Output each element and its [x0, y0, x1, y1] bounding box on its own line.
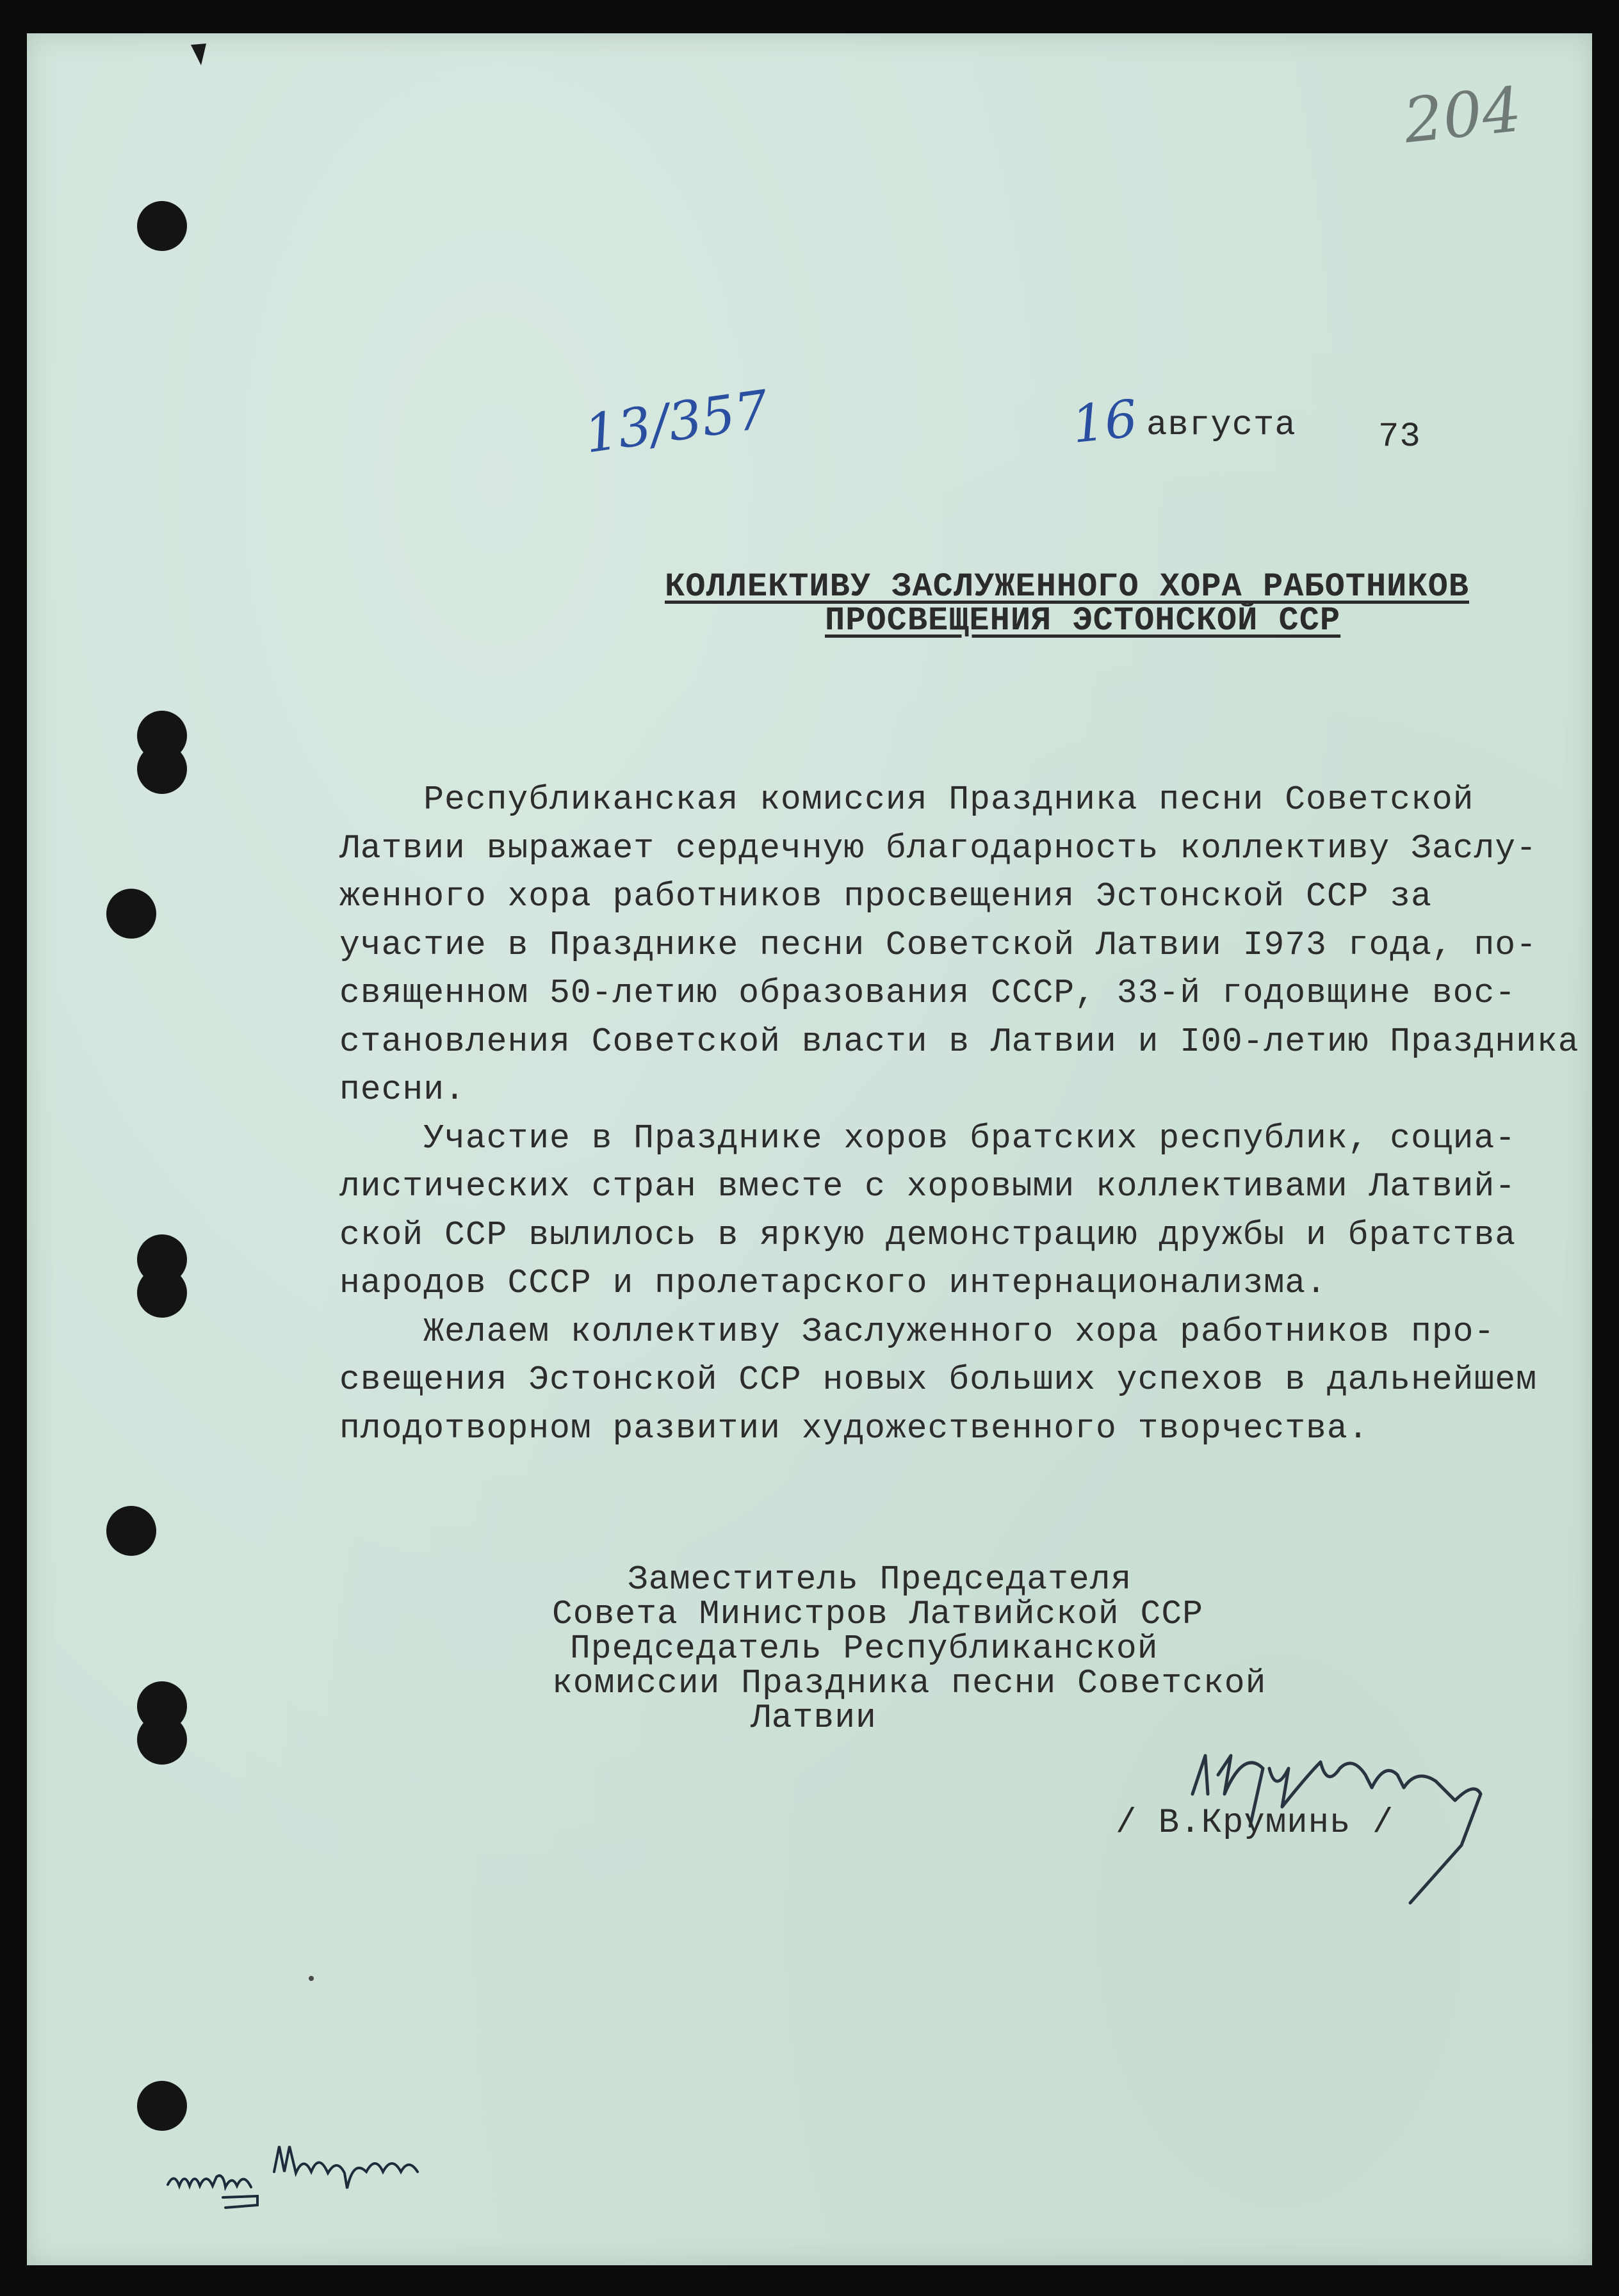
signatory-title-line: комиссии Праздника песни Советской: [552, 1664, 1267, 1702]
ink-dot: [309, 1976, 314, 1981]
body-line: ской ССР вылилось в яркую демонстрацию дружбы и братства: [339, 1215, 1517, 1254]
body-line: женного хора работников просвещения Эстонской ССР за: [339, 877, 1432, 916]
registration-number: 13/357: [580, 379, 772, 465]
body-line: участие в Празднике песни Советской Латвии I973 года, по-: [339, 925, 1537, 964]
bottom-note-initials: [161, 2146, 277, 2217]
body-line: народов СССР и пролетарского интернационализма.: [339, 1264, 1327, 1302]
binder-hole: [137, 1715, 187, 1765]
body-line: листических стран вместе с хоровыми коллективами Латвий-: [339, 1167, 1517, 1206]
signatory-title-line: Латвии: [751, 1699, 877, 1737]
binder-hole: [137, 1268, 187, 1318]
body-line: плодотворном развитии художественного творчества.: [339, 1409, 1369, 1448]
binder-hole: [137, 201, 187, 251]
document-page: [27, 33, 1592, 2265]
binder-hole: [106, 889, 156, 939]
binder-hole: [137, 744, 187, 794]
corner-mark-icon: [187, 40, 213, 72]
body-line: священном 50-летию образования СССР, 33-й годовщине вос-: [339, 974, 1517, 1012]
date-year: 73: [1378, 417, 1421, 457]
signatory-title-line: Совета Министров Латвийской ССР: [552, 1595, 1203, 1633]
body-line: Участие в Празднике хоров братских республик, социа-: [339, 1119, 1517, 1158]
binder-hole: [137, 2081, 187, 2131]
body-line: становления Советской власти в Латвии и I00-летию Праздника: [339, 1022, 1579, 1061]
signatory-title: [552, 1562, 1266, 1735]
binder-hole: [106, 1506, 156, 1556]
archive-page-number: 204: [1400, 73, 1525, 158]
body-line: Латвии выражает сердечную благодарность коллективу Заслу-: [339, 829, 1537, 868]
body-line: Республиканская комиссия Праздника песни Советской: [339, 780, 1474, 819]
body-line: свещения Эстонской ССР новых больших успехов в дальнейшем: [339, 1361, 1537, 1399]
letter-body: [339, 776, 1579, 1453]
signatory-title-line: Заместитель Председателя: [628, 1560, 1132, 1599]
signer-name: / В.Круминь /: [1116, 1804, 1394, 1843]
body-line: Желаем коллективу Заслуженного хора работников про-: [339, 1312, 1495, 1351]
signatory-title-line: Председатель Республиканской: [570, 1629, 1159, 1668]
bottom-note-name: [270, 2127, 424, 2197]
date-month: августа: [1146, 406, 1296, 445]
date-day: 16: [1069, 388, 1141, 455]
addressee-line-2: ПРОСВЕЩЕНИЯ ЭСТОНСКОЙ ССР: [825, 602, 1341, 640]
body-line: песни.: [339, 1071, 466, 1109]
addressee-line-1: КОЛЛЕКТИВУ ЗАСЛУЖЕННОГО ХОРА РАБОТНИКОВ: [665, 568, 1469, 606]
